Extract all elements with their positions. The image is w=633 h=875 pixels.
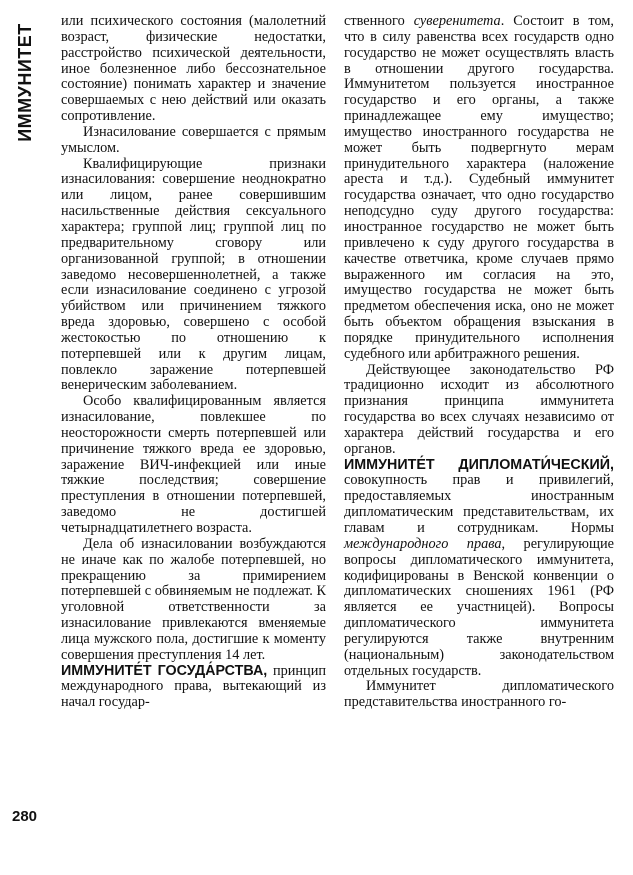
- paragraph: Изнасилование совершается с прямым умыслом.: [61, 123, 326, 156]
- entry-term: ИММУНИТЕ́Т ДИПЛОМАТИ́ЧЕСКИЙ,: [344, 456, 614, 473]
- entry-definition: принцип международного права, вытекающий из начал государ-: [61, 662, 326, 711]
- page-number: 280: [12, 808, 38, 825]
- paragraph: Иммунитет дипломатического представительства иностранного го-: [344, 678, 614, 711]
- text-run: , регулирующие вопросы дипломатического иммунитета, кодифицированы в Венской конвенции о дипломатических сношениях 1961 (РФ является ее участницей). Вопросы дипломатического иммунитета регулируются также внутренним (национальным) законодательством отдельных государств.: [344, 535, 614, 679]
- dictionary-entry: [61, 664, 326, 712]
- right-column: [344, 14, 614, 711]
- section-header: [3, 22, 47, 142]
- text-run: . Состоит в том, что в силу равенства всех государств одно государство не может осуществлять власть в отношении другого государства. Иммунитетом пользуется иностранное государство и его органы, а также принадлежащее ему имущество; имущество иностранного государства не может быть подвергнуто мерам принудительного характера (наложение ареста и т.д.). Судебный иммунитет государства означает, что одно государство неподсудно суду другого государства: иностранное государство не может быть привлечено к суду другого государства в качестве ответчика, кроме случаев прямо выраженного им согласия на это, имущество государства не может быть предметом обеспечения иска, оно не может быть объектом обращения взыскания в порядке принудительного исполнения судебного или арбитражного решения.: [344, 13, 614, 362]
- cross-reference: суверенитета: [413, 13, 501, 29]
- paragraph: Действующее законодательство РФ традиционно исходит из абсолютного признания принципа иммунитета государства во всех случаях независимо от характера действий государства и его органов.: [344, 361, 614, 457]
- dictionary-entry: [344, 458, 614, 680]
- text-run: совокупность прав и привилегий, предоставляемых иностранным дипломатическим представительствам, их главам и сотрудникам. Нормы: [344, 472, 614, 536]
- paragraph: Особо квалифицированным является изнасилование, повлекшее по неосторожности смерть потерпевшей или причинение тяжкого вреда ее здоровью, заражение ВИЧ-инфекцией или иные тяжкие последствия; совершение преступления в отношении потерпевшей, заведомо не достигшей четырнадцатилетнего возраста.: [61, 393, 326, 536]
- paragraph: Квалифицирующие признаки изнасилования: совершение неоднократно или лицом, ранее совершившим насильственные действия сексуального характера; группой лиц; группой лиц по предварительному сговору или организованной группой; в отношении заведомо несовершеннолетней, а также если изнасилование соединено с угрозой убийством или причинением тяжкого вреда здоровью, совершено с особой жестокостью по отношению к потерпевшей или к другим лицам, повлекло заражение потерпевшей венерическим заболеванием.: [61, 155, 326, 394]
- entry-term: ИММУНИТЕ́Т ГОСУДА́РСТВА,: [61, 662, 268, 679]
- paragraph: Дела об изнасиловании возбуждаются не иначе как по жалобе потерпевшей, но прекращению за примирением потерпевшей с обвиняемым не подлежат. К уголовной ответственности за изнасилование привлекаются вменяемые лица мужского пола, достигшие к моменту совершения преступления 14 лет.: [61, 535, 326, 663]
- left-column: [61, 14, 326, 711]
- text-run: ственного: [344, 13, 414, 29]
- paragraph: или психического состояния (малолетний возраст, физические недостатки, расстройство психической деятельности, иное болезненное либо бессознательное состояние) понимать характер и значение совершаемых с нею действий или оказать сопротивление.: [61, 13, 326, 125]
- section-title: ИММУНИТЕТ: [14, 22, 35, 142]
- paragraph: [344, 14, 614, 363]
- cross-reference: международного права: [344, 535, 502, 552]
